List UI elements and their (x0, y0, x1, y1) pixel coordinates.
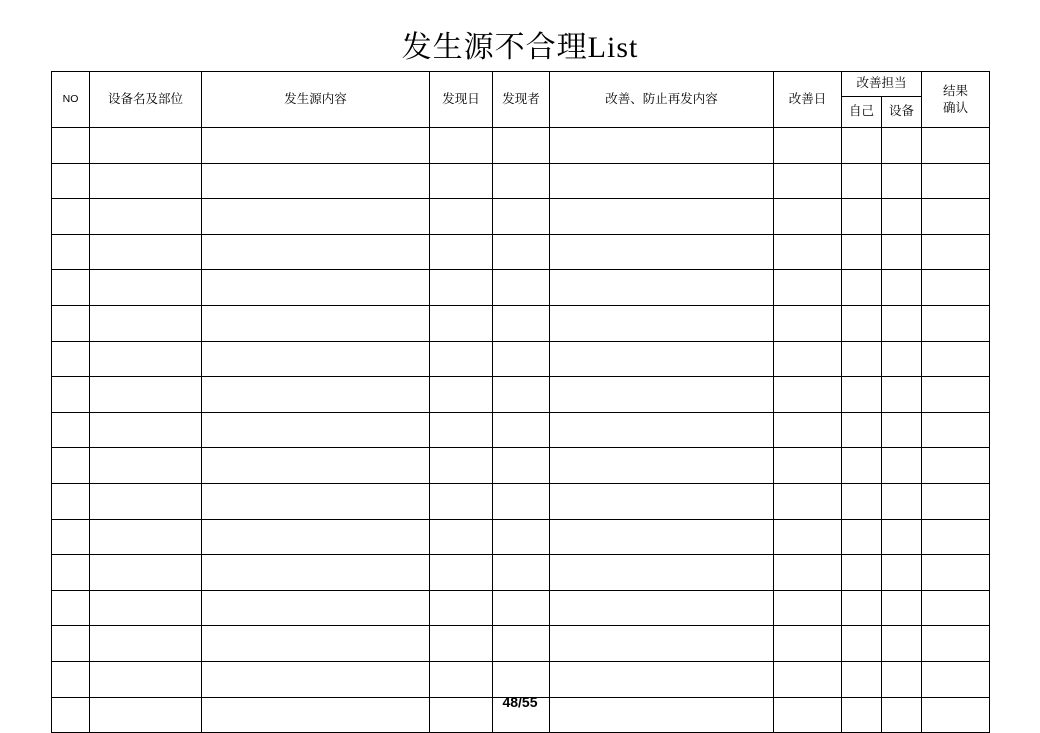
cell-responsible-self[interactable] (842, 555, 882, 591)
column-header-countermeasure: 改善、防止再发内容 (550, 72, 774, 128)
cell-countermeasure[interactable] (550, 199, 774, 235)
cell-found-date[interactable] (430, 661, 493, 697)
cell-found-date[interactable] (430, 519, 493, 555)
cell-responsible-equipment[interactable] (882, 519, 922, 555)
result-confirm-line-1: 结果 (943, 84, 969, 99)
cell-countermeasure[interactable] (550, 519, 774, 555)
cell-responsible-equipment[interactable] (882, 163, 922, 199)
cell-improve-date[interactable] (774, 128, 842, 164)
cell-source-content[interactable] (202, 128, 430, 164)
cell-result-confirm[interactable] (922, 234, 990, 270)
cell-no[interactable] (52, 163, 90, 199)
cell-improve-date[interactable] (774, 305, 842, 341)
column-header-result-confirm (922, 72, 990, 128)
cell-found-date[interactable] (430, 234, 493, 270)
cell-no[interactable] (52, 128, 90, 164)
cell-improve-date[interactable] (774, 270, 842, 306)
cell-found-date[interactable] (430, 555, 493, 591)
cell-improve-date[interactable] (774, 377, 842, 413)
cell-improve-date[interactable] (774, 234, 842, 270)
cell-found-date[interactable] (430, 483, 493, 519)
cell-found-date[interactable] (430, 341, 493, 377)
page-number: 48/55 (502, 694, 538, 710)
cell-found-date[interactable] (430, 412, 493, 448)
cell-finder[interactable] (493, 163, 550, 199)
table-row (52, 270, 990, 306)
cell-countermeasure[interactable] (550, 128, 774, 164)
cell-countermeasure[interactable] (550, 448, 774, 484)
table-row (52, 341, 990, 377)
cell-no[interactable] (52, 590, 90, 626)
table-row (52, 234, 990, 270)
cell-no[interactable] (52, 555, 90, 591)
table-row (52, 555, 990, 591)
cell-equipment[interactable] (90, 626, 202, 662)
cell-source-content[interactable] (202, 661, 430, 697)
cell-no[interactable] (52, 341, 90, 377)
page-title: 发生源不合理List (401, 31, 639, 64)
cell-equipment[interactable] (90, 412, 202, 448)
table-row (52, 199, 990, 235)
cell-source-content[interactable] (202, 199, 430, 235)
cell-result-confirm[interactable] (922, 163, 990, 199)
cell-improve-date[interactable] (774, 555, 842, 591)
cell-responsible-self[interactable] (842, 448, 882, 484)
cell-responsible-equipment[interactable] (882, 341, 922, 377)
table-row (52, 590, 990, 626)
cell-no[interactable] (52, 448, 90, 484)
table-row (52, 483, 990, 519)
cell-responsible-equipment[interactable] (882, 661, 922, 697)
cell-finder[interactable] (493, 341, 550, 377)
cell-result-confirm[interactable] (922, 377, 990, 413)
cell-responsible-equipment[interactable] (882, 128, 922, 164)
cell-responsible-equipment[interactable] (882, 234, 922, 270)
cell-responsible-equipment[interactable] (882, 270, 922, 306)
cell-finder[interactable] (493, 626, 550, 662)
cell-countermeasure[interactable] (550, 412, 774, 448)
cell-no[interactable] (52, 661, 90, 697)
cell-finder[interactable] (493, 590, 550, 626)
cell-equipment[interactable] (90, 234, 202, 270)
cell-countermeasure[interactable] (550, 341, 774, 377)
table-row (52, 412, 990, 448)
cell-finder[interactable] (493, 128, 550, 164)
cell-equipment[interactable] (90, 341, 202, 377)
cell-responsible-self[interactable] (842, 341, 882, 377)
column-header-improve-date: 改善日 (774, 72, 842, 128)
table-header-row-1 (52, 72, 990, 97)
cell-responsible-equipment[interactable] (882, 448, 922, 484)
table-row (52, 377, 990, 413)
cell-finder[interactable] (493, 483, 550, 519)
cell-equipment[interactable] (90, 377, 202, 413)
cell-result-confirm[interactable] (922, 128, 990, 164)
cell-no[interactable] (52, 199, 90, 235)
cell-source-content[interactable] (202, 377, 430, 413)
cell-responsible-equipment[interactable] (882, 590, 922, 626)
cell-finder[interactable] (493, 270, 550, 306)
cell-improve-date[interactable] (774, 590, 842, 626)
cell-countermeasure[interactable] (550, 626, 774, 662)
cell-improve-date[interactable] (774, 519, 842, 555)
cell-no[interactable] (52, 483, 90, 519)
cell-found-date[interactable] (430, 199, 493, 235)
cell-result-confirm[interactable] (922, 483, 990, 519)
column-header-responsible-equipment: 设备 (882, 97, 922, 128)
cell-source-content[interactable] (202, 163, 430, 199)
cell-improve-date[interactable] (774, 412, 842, 448)
cell-no[interactable] (52, 626, 90, 662)
cell-improve-date[interactable] (774, 483, 842, 519)
cell-found-date[interactable] (430, 626, 493, 662)
cell-finder[interactable] (493, 234, 550, 270)
cell-no[interactable] (52, 519, 90, 555)
cell-countermeasure[interactable] (550, 661, 774, 697)
cell-improve-date[interactable] (774, 661, 842, 697)
cell-countermeasure[interactable] (550, 377, 774, 413)
result-confirm-line-2: 确认 (943, 100, 969, 115)
cell-found-date[interactable] (430, 163, 493, 199)
cell-finder[interactable] (493, 305, 550, 341)
cell-responsible-self[interactable] (842, 128, 882, 164)
cell-equipment[interactable] (90, 519, 202, 555)
cell-responsible-equipment[interactable] (882, 626, 922, 662)
cell-equipment[interactable] (90, 305, 202, 341)
cell-responsible-self[interactable] (842, 661, 882, 697)
cell-source-content[interactable] (202, 341, 430, 377)
source-defect-list-table (51, 71, 990, 733)
cell-responsible-self[interactable] (842, 270, 882, 306)
table-row (52, 448, 990, 484)
cell-countermeasure[interactable] (550, 483, 774, 519)
cell-found-date[interactable] (430, 590, 493, 626)
cell-responsible-self[interactable] (842, 590, 882, 626)
cell-finder[interactable] (493, 199, 550, 235)
cell-equipment[interactable] (90, 163, 202, 199)
cell-source-content[interactable] (202, 590, 430, 626)
cell-found-date[interactable] (430, 448, 493, 484)
cell-responsible-self[interactable] (842, 305, 882, 341)
table-row (52, 519, 990, 555)
cell-no[interactable] (52, 305, 90, 341)
cell-no[interactable] (52, 412, 90, 448)
cell-source-content[interactable] (202, 412, 430, 448)
cell-no[interactable] (52, 377, 90, 413)
cell-equipment[interactable] (90, 128, 202, 164)
cell-improve-date[interactable] (774, 448, 842, 484)
cell-source-content[interactable] (202, 305, 430, 341)
cell-result-confirm[interactable] (922, 519, 990, 555)
cell-result-confirm[interactable] (922, 555, 990, 591)
cell-no[interactable] (52, 234, 90, 270)
cell-equipment[interactable] (90, 448, 202, 484)
cell-responsible-self[interactable] (842, 412, 882, 448)
table-row (52, 163, 990, 199)
column-header-found-date: 发现日 (430, 72, 493, 128)
cell-responsible-self[interactable] (842, 199, 882, 235)
cell-result-confirm[interactable] (922, 341, 990, 377)
cell-responsible-equipment[interactable] (882, 305, 922, 341)
cell-source-content[interactable] (202, 483, 430, 519)
cell-finder[interactable] (493, 412, 550, 448)
cell-improve-date[interactable] (774, 163, 842, 199)
table-row (52, 661, 990, 697)
column-header-responsible-self: 自己 (842, 97, 882, 128)
source-defect-list-table-wrap (51, 71, 989, 733)
cell-responsible-equipment[interactable] (882, 199, 922, 235)
cell-equipment[interactable] (90, 483, 202, 519)
column-header-responsible-group: 改善担当 (842, 72, 922, 97)
cell-equipment[interactable] (90, 199, 202, 235)
cell-source-content[interactable] (202, 234, 430, 270)
table-row (52, 305, 990, 341)
cell-responsible-self[interactable] (842, 519, 882, 555)
column-header-no: NO (52, 72, 90, 128)
cell-countermeasure[interactable] (550, 163, 774, 199)
cell-equipment[interactable] (90, 555, 202, 591)
column-header-source-content: 发生源内容 (202, 72, 430, 128)
cell-finder[interactable] (493, 377, 550, 413)
cell-source-content[interactable] (202, 270, 430, 306)
cell-responsible-equipment[interactable] (882, 377, 922, 413)
cell-found-date[interactable] (430, 305, 493, 341)
table-header (52, 72, 990, 128)
cell-source-content[interactable] (202, 519, 430, 555)
cell-result-confirm[interactable] (922, 412, 990, 448)
cell-source-content[interactable] (202, 555, 430, 591)
cell-responsible-self[interactable] (842, 377, 882, 413)
cell-countermeasure[interactable] (550, 234, 774, 270)
cell-found-date[interactable] (430, 128, 493, 164)
cell-countermeasure[interactable] (550, 305, 774, 341)
cell-improve-date[interactable] (774, 626, 842, 662)
cell-result-confirm[interactable] (922, 590, 990, 626)
cell-found-date[interactable] (430, 377, 493, 413)
table-body (52, 128, 990, 733)
table-row (52, 626, 990, 662)
cell-responsible-self[interactable] (842, 626, 882, 662)
cell-found-date[interactable] (430, 270, 493, 306)
cell-no[interactable] (52, 270, 90, 306)
column-header-equipment: 设备名及部位 (90, 72, 202, 128)
cell-source-content[interactable] (202, 626, 430, 662)
table-row (52, 128, 990, 164)
cell-result-confirm[interactable] (922, 270, 990, 306)
cell-finder[interactable] (493, 661, 550, 697)
cell-source-content[interactable] (202, 448, 430, 484)
cell-responsible-equipment[interactable] (882, 555, 922, 591)
cell-improve-date[interactable] (774, 199, 842, 235)
cell-finder[interactable] (493, 555, 550, 591)
cell-result-confirm[interactable] (922, 199, 990, 235)
cell-finder[interactable] (493, 519, 550, 555)
cell-equipment[interactable] (90, 661, 202, 697)
cell-equipment[interactable] (90, 270, 202, 306)
cell-countermeasure[interactable] (550, 555, 774, 591)
cell-equipment[interactable] (90, 590, 202, 626)
cell-finder[interactable] (493, 448, 550, 484)
cell-responsible-equipment[interactable] (882, 412, 922, 448)
cell-responsible-self[interactable] (842, 483, 882, 519)
cell-result-confirm[interactable] (922, 661, 990, 697)
cell-improve-date[interactable] (774, 341, 842, 377)
cell-countermeasure[interactable] (550, 270, 774, 306)
cell-responsible-self[interactable] (842, 234, 882, 270)
cell-result-confirm[interactable] (922, 626, 990, 662)
cell-responsible-self[interactable] (842, 163, 882, 199)
cell-result-confirm[interactable] (922, 448, 990, 484)
cell-responsible-equipment[interactable] (882, 483, 922, 519)
cell-result-confirm[interactable] (922, 305, 990, 341)
cell-countermeasure[interactable] (550, 590, 774, 626)
column-header-finder: 发现者 (493, 72, 550, 128)
